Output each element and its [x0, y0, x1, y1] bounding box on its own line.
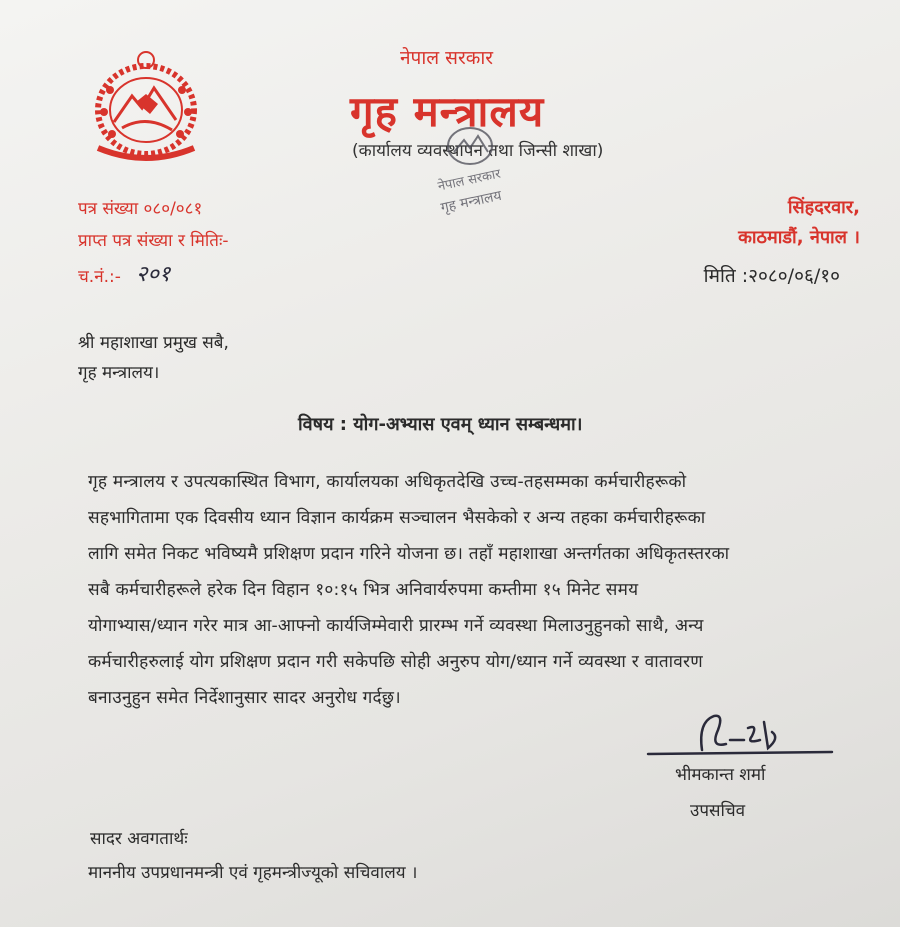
- dispatch-number: २०१: [136, 262, 171, 287]
- body-line: सहभागितामा एक दिवसीय ध्यान विज्ञान कार्यक्रम सञ्चालन भैसकेको र अन्य तहका कर्मचारीहरूका: [88, 508, 706, 528]
- cc-item: माननीय उपप्रधानमन्त्री एवं गृहमन्त्रीज्यूको सचिवालय ।: [88, 863, 418, 883]
- addressee-line-2: गृह मन्त्रालय।: [78, 363, 160, 383]
- letter-number: पत्र संख्या ०८०/०८१: [78, 199, 203, 219]
- place-line-2: काठमाडौं, नेपाल ।: [738, 227, 860, 248]
- body-line: योगाभ्यास/ध्यान गरेर मात्र आ-आफ्नो कार्यजिम्मेवारी प्रारम्भ गर्ने व्यवस्था मिलाउनुहुनको साथै, अन्य: [88, 616, 704, 636]
- office-stamp-icon: [410, 118, 530, 218]
- body-line: कर्मचारीहरुलाई योग प्रशिक्षण प्रदान गरी सकेपछि सोही अनुरुप योग/ध्यान गर्ने व्यवस्था र वातावरण: [88, 652, 703, 672]
- body-line: सबै कर्मचारीहरूले हरेक दिन विहान १०:१५ भित्र अनिवार्यरुपमा कम्तीमा १५ मिनेट समय: [88, 580, 639, 600]
- office-name: (कार्यालय व्यवस्थापन तथा जिन्सी शाखा): [352, 141, 604, 161]
- cc-heading: सादर अवगतार्थः: [90, 829, 188, 849]
- stamp-text-top: नेपाल सरकार: [436, 166, 502, 195]
- addressee-line-1: श्री महाशाखा प्रमुख सबै,: [78, 333, 229, 353]
- country-name: नेपाल सरकार: [400, 47, 494, 69]
- signatory-name: भीमकान्त शर्मा: [675, 765, 766, 785]
- signature-icon: [640, 700, 840, 770]
- signatory-designation: उपसचिव: [690, 801, 746, 821]
- received-letter-label: प्राप्त पत्र संख्या र मितिः-: [78, 231, 229, 251]
- nepal-emblem-icon: [80, 44, 212, 166]
- dispatch-label: च.नं.:-: [78, 267, 121, 287]
- body-line: लागि समेत निकट भविष्यमै प्रशिक्षण प्रदान गरिने योजना छ। तहाँ महाशाखा अन्तर्गतका अधिकृतस्तरका: [88, 544, 730, 564]
- letter-date: मिति :२०८०/०६/१०: [703, 265, 840, 287]
- place-line-1: सिंहदरवार,: [787, 197, 860, 218]
- body-line: बनाउनुहुन समेत निर्देशानुसार सादर अनुरोध गर्दछु।: [88, 688, 401, 708]
- body-line: गृह मन्त्रालय र उपत्यकास्थित विभाग, कार्यालयका अधिकृतदेखि उच्च-तहसम्मका कर्मचारीहरूको: [88, 472, 687, 492]
- ministry-title: गृह मन्त्रालय: [350, 87, 545, 136]
- subject-line: विषय : योग-अभ्यास एवम् ध्यान सम्बन्धमा।: [298, 414, 583, 435]
- stamp-text-bottom: गृह मन्त्रालय: [439, 187, 503, 217]
